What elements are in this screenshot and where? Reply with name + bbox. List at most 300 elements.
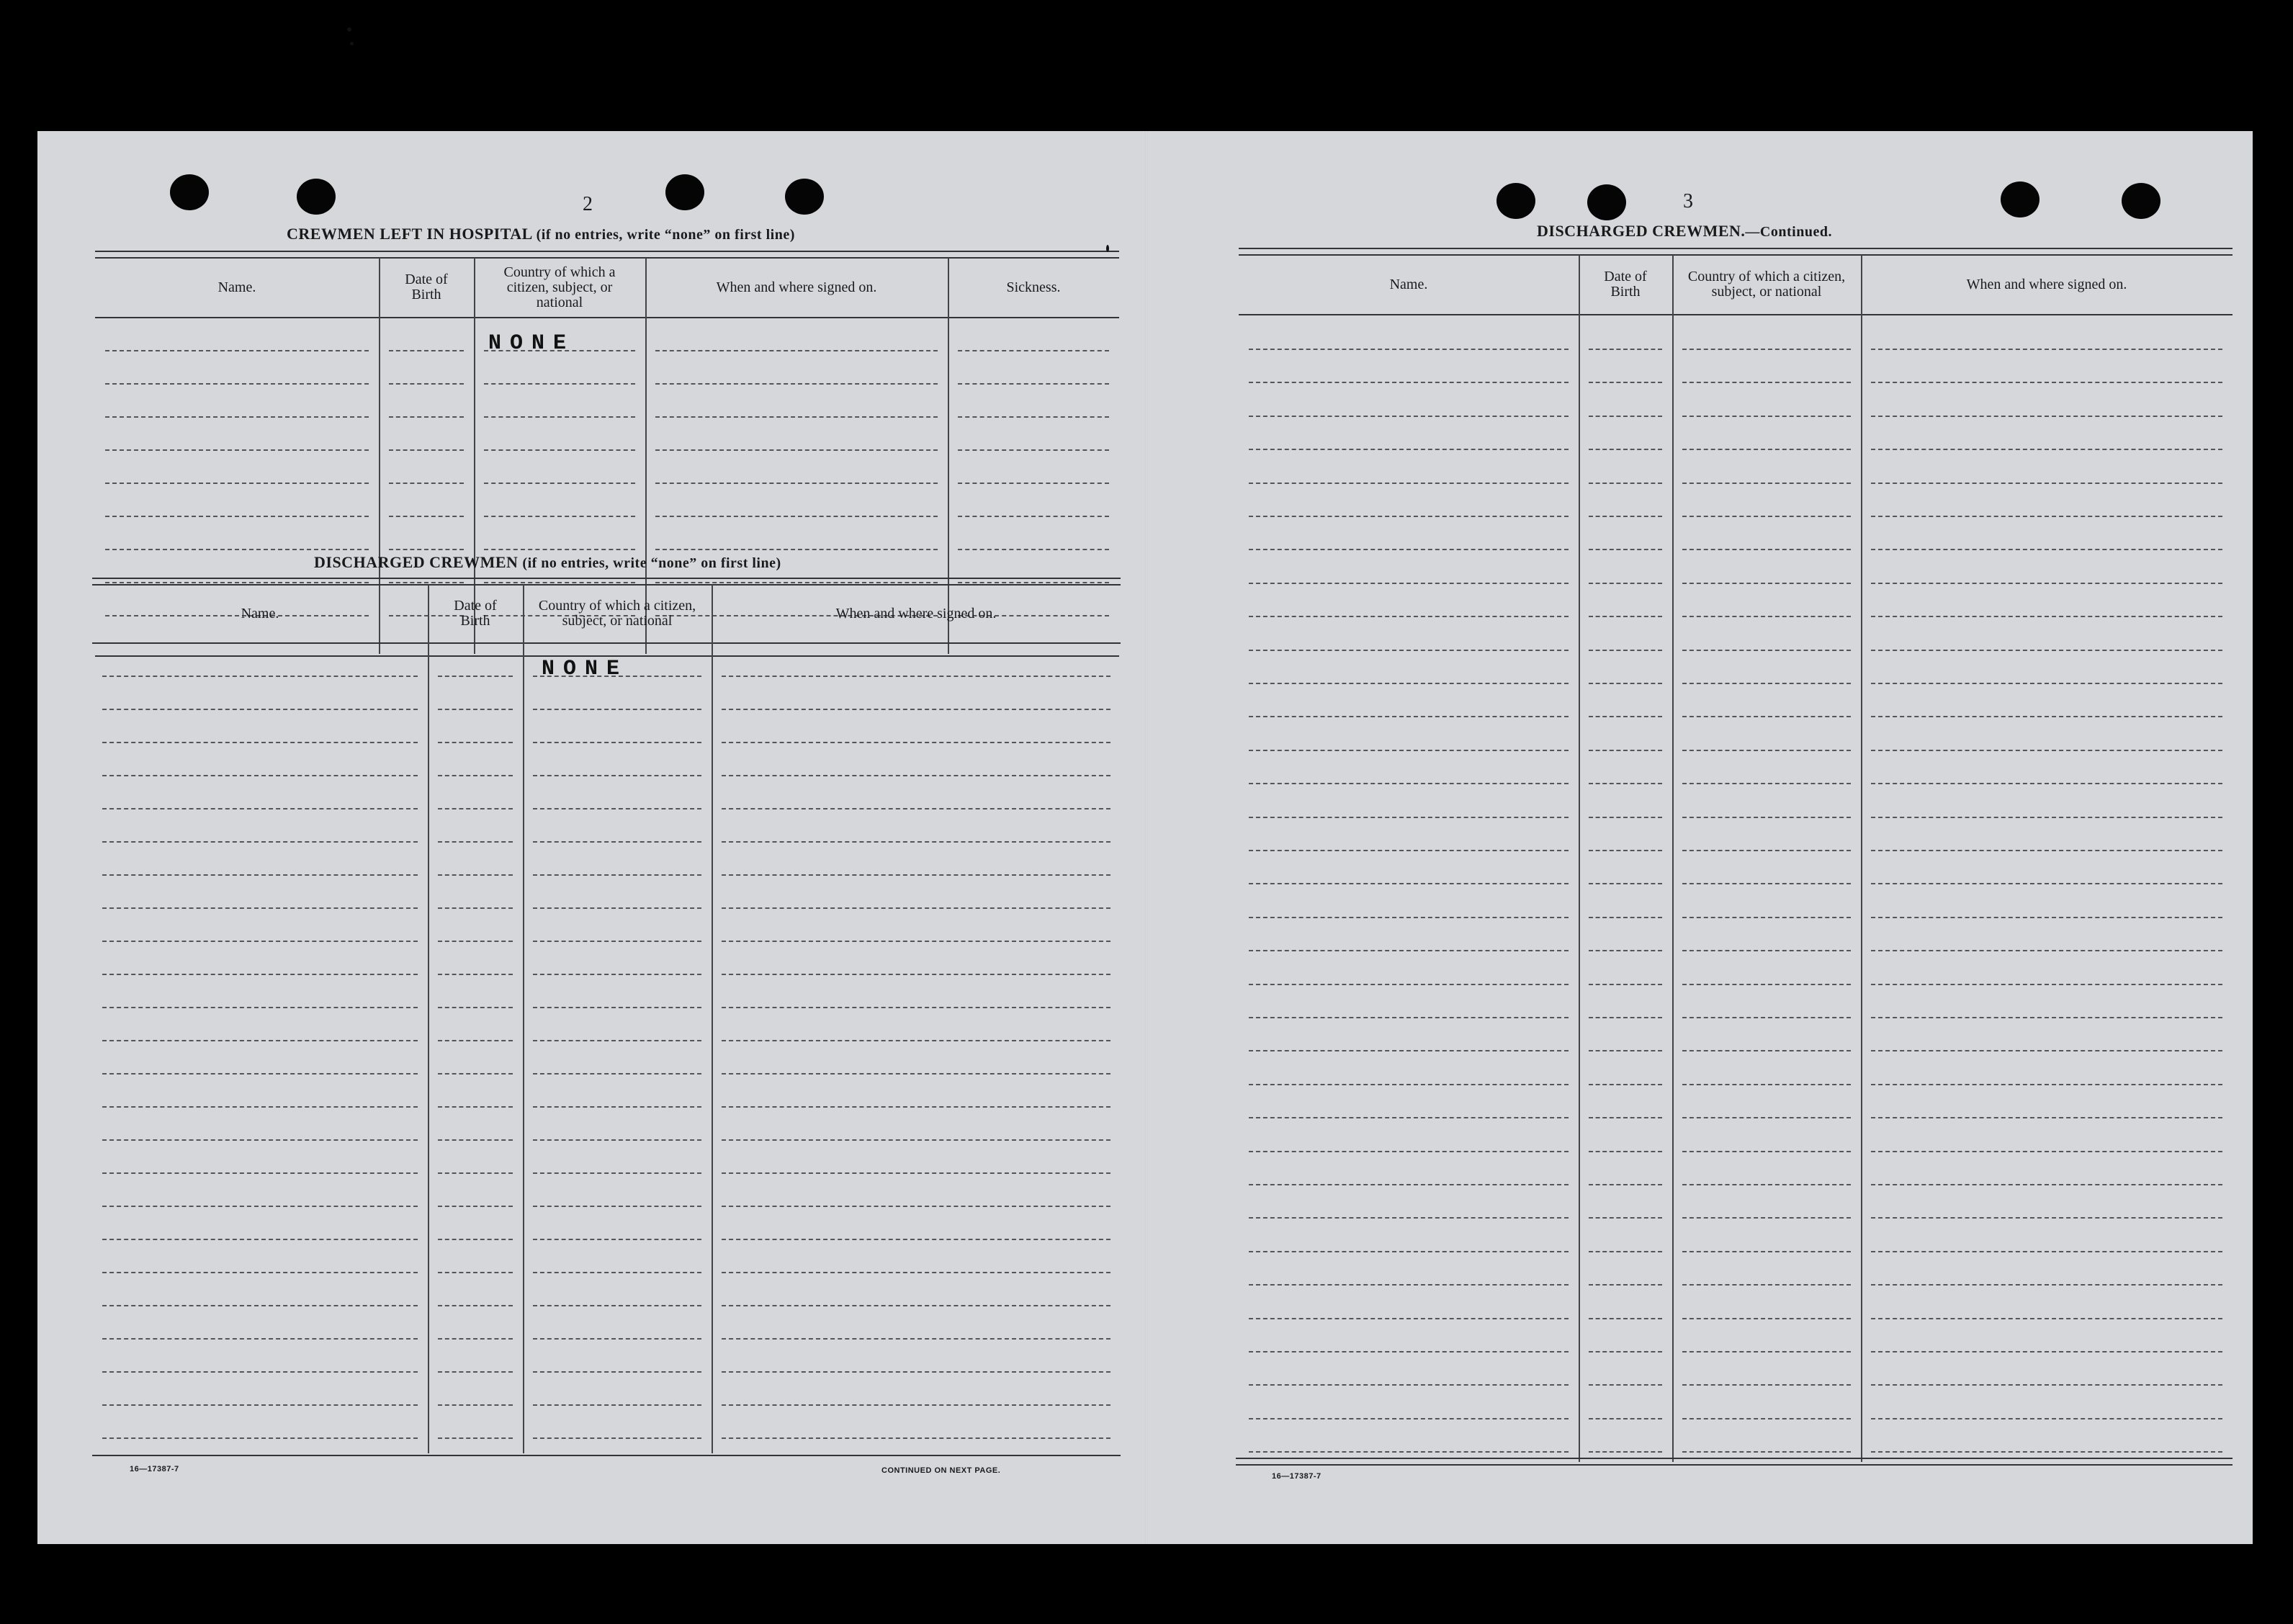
ruled-line: [438, 1040, 513, 1041]
ruled-line: [1682, 1084, 1851, 1085]
ruled-line: [1589, 1251, 1662, 1252]
hospital-none-entry: NONE: [488, 331, 575, 356]
ruled-line: [722, 974, 1110, 975]
ruled-line: [102, 1239, 418, 1240]
ruled-line: [1249, 1084, 1569, 1085]
ruled-line: [1871, 1284, 2222, 1286]
ruled-line: [438, 1371, 513, 1373]
ruled-line: [533, 1371, 701, 1373]
ruled-line: [722, 841, 1110, 843]
punch-hole: [2122, 183, 2160, 219]
ruled-line: [1589, 1418, 1662, 1419]
ruled-line: [102, 941, 418, 942]
ruled-line: [1871, 416, 2222, 417]
ruled-line: [655, 516, 938, 517]
ruled-line: [1249, 1251, 1569, 1252]
table-bottom-rule: [1236, 1458, 2233, 1466]
ruled-line: [1682, 616, 1851, 617]
ruled-line: [533, 1272, 701, 1273]
ruled-line: [1682, 416, 1851, 417]
ruled-line: [655, 350, 938, 351]
ruled-line: [722, 1305, 1110, 1306]
ruled-line: [958, 350, 1109, 351]
ruled-line: [389, 549, 464, 550]
column-divider: [523, 585, 524, 1453]
ruled-line: [1249, 850, 1569, 851]
ruled-line: [1589, 1384, 1662, 1386]
ruled-line: [1682, 750, 1851, 751]
ruled-line: [722, 1437, 1110, 1439]
ruled-line: [1589, 984, 1662, 985]
ruled-line: [1682, 516, 1851, 517]
ruled-line: [1249, 1184, 1569, 1185]
ruled-line: [389, 516, 464, 517]
form-number: 16—17387-7: [130, 1465, 179, 1473]
ruled-line: [1871, 917, 2222, 918]
ruled-line: [1589, 750, 1662, 751]
ruled-line: [1589, 783, 1662, 784]
ruled-line: [722, 941, 1110, 942]
ruled-line: [1871, 549, 2222, 550]
page-number: 3: [1683, 190, 1693, 212]
column-header-name: Name.: [1389, 276, 1428, 292]
ruled-line: [1589, 917, 1662, 918]
ruled-line: [1589, 716, 1662, 717]
ruled-line: [533, 907, 701, 909]
header-divider: [1239, 314, 2233, 315]
ruled-line: [438, 676, 513, 677]
ruled-line: [1682, 716, 1851, 717]
hospital-note: (if no entries, write “none” on first line): [536, 227, 795, 243]
ruled-line: [102, 775, 418, 776]
ruled-line: [1589, 516, 1662, 517]
ruled-line: [1682, 683, 1851, 684]
ruled-line: [1589, 1318, 1662, 1319]
ruled-line: [958, 383, 1109, 385]
ruled-line: [533, 808, 701, 809]
ruled-line: [1249, 883, 1569, 884]
column-header-sickness: Sickness.: [1006, 279, 1061, 295]
discharged-continued-table: [1239, 255, 2233, 1462]
ruled-line: [1589, 1151, 1662, 1152]
column-header-country: Country of which a citizen, subject, or national: [503, 264, 616, 310]
ruled-line: [438, 775, 513, 776]
ruled-line: [1249, 716, 1569, 717]
ruled-line: [1589, 416, 1662, 417]
ruled-line: [102, 808, 418, 809]
ruled-line: [1871, 883, 2222, 884]
ruled-line: [722, 1404, 1110, 1406]
ruled-line: [1871, 950, 2222, 951]
ruled-line: [1249, 382, 1569, 383]
ruled-line: [1249, 583, 1569, 584]
ruled-line: [1871, 650, 2222, 651]
ruled-line: [722, 775, 1110, 776]
ruled-line: [1589, 1217, 1662, 1219]
ruled-line: [102, 841, 418, 843]
punch-hole: [785, 179, 824, 215]
ruled-line: [533, 775, 701, 776]
ruled-line: [1871, 1451, 2222, 1453]
ruled-line: [1249, 1050, 1569, 1051]
ruled-line: [1682, 1017, 1851, 1018]
ruled-line: [1871, 1084, 2222, 1085]
discharged-section-title: [314, 553, 781, 572]
ruled-line: [438, 874, 513, 876]
ruled-line: [438, 1206, 513, 1207]
ruled-line: [438, 1106, 513, 1108]
ruled-line: [1249, 1418, 1569, 1419]
discharged-table: [92, 585, 1121, 1456]
continued-note: CONTINUED ON NEXT PAGE.: [881, 1466, 1001, 1475]
ruled-line: [105, 483, 369, 484]
ruled-line: [533, 1437, 701, 1439]
discharged-none-entry: NONE: [542, 657, 629, 681]
scan-speck: [347, 27, 351, 32]
ruled-line: [105, 449, 369, 451]
discharged-note: (if no entries, write “none” on first line): [522, 555, 781, 571]
ruled-line: [484, 449, 635, 451]
ruled-line: [1682, 984, 1851, 985]
column-header-date-of-birth: Date of Birth: [405, 272, 448, 302]
ruled-line: [533, 1040, 701, 1041]
ruled-line: [1682, 1151, 1851, 1152]
ruled-line: [1682, 549, 1851, 550]
ruled-line: [1682, 883, 1851, 884]
ruled-line: [438, 907, 513, 909]
ruled-line: [1589, 1117, 1662, 1118]
ruled-line: [533, 709, 701, 710]
ruled-line: [438, 808, 513, 809]
ruled-line: [1682, 850, 1851, 851]
ruled-line: [1589, 1284, 1662, 1286]
column-header-country: Country of which a citizen, subject, or national: [1687, 269, 1846, 300]
ruled-line: [102, 874, 418, 876]
discharged-continued-title: [1537, 222, 1832, 241]
ruled-line: [1682, 783, 1851, 784]
ruled-line: [1249, 449, 1569, 450]
ruled-line: [1682, 1251, 1851, 1252]
punch-hole: [2001, 181, 2040, 217]
ruled-line: [1249, 483, 1569, 484]
ruled-line: [1249, 1151, 1569, 1152]
ruled-line: [1871, 1151, 2222, 1152]
ruled-line: [1682, 382, 1851, 383]
ruled-line: [105, 383, 369, 385]
ruled-line: [438, 742, 513, 743]
column-header-name: Name.: [241, 605, 279, 622]
ruled-line: [958, 483, 1109, 484]
left-page: [37, 131, 1145, 1544]
ruled-line: [484, 483, 635, 484]
ruled-line: [1682, 1418, 1851, 1419]
ruled-line: [722, 907, 1110, 909]
ruled-line: [1249, 950, 1569, 951]
hospital-section-title: [287, 225, 795, 243]
ruled-line: [102, 742, 418, 743]
ruled-line: [1871, 1217, 2222, 1219]
ruled-line: [1249, 650, 1569, 651]
ruled-line: [1249, 750, 1569, 751]
hospital-title-text: CREWMEN LEFT IN HOSPITAL: [287, 225, 532, 243]
column-divider: [712, 585, 713, 1453]
ruled-line: [438, 1404, 513, 1406]
ruled-line: [1682, 349, 1851, 350]
ruled-line: [1249, 1384, 1569, 1386]
scan-speck: [350, 42, 354, 45]
ruled-line: [389, 449, 464, 451]
ruled-line: [722, 1106, 1110, 1108]
ruled-line: [1871, 1351, 2222, 1352]
ruled-line: [102, 676, 418, 677]
ruled-line: [722, 1172, 1110, 1174]
column-divider: [428, 585, 429, 1453]
ruled-line: [1249, 683, 1569, 684]
ruled-line: [102, 1206, 418, 1207]
ruled-line: [484, 383, 635, 385]
column-header-date-of-birth: Date of Birth: [1604, 269, 1647, 300]
punch-hole: [1587, 184, 1626, 220]
ruled-line: [1589, 1084, 1662, 1085]
ruled-line: [533, 1239, 701, 1240]
ruled-line: [1871, 850, 2222, 851]
ruled-line: [389, 350, 464, 351]
ruled-line: [1682, 917, 1851, 918]
ruled-line: [484, 516, 635, 517]
ruled-line: [1871, 1050, 2222, 1051]
ruled-line: [1871, 583, 2222, 584]
page-number: 2: [583, 193, 593, 215]
ruled-line: [1249, 1318, 1569, 1319]
ruled-line: [1682, 1284, 1851, 1286]
ruled-line: [1871, 516, 2222, 517]
ruled-line: [1682, 1384, 1851, 1386]
ruled-line: [722, 808, 1110, 809]
ruled-line: [102, 1305, 418, 1306]
ruled-line: [722, 1139, 1110, 1141]
ruled-line: [438, 1305, 513, 1306]
right-page: [1145, 131, 2253, 1544]
ruled-line: [533, 841, 701, 843]
ruled-line: [1682, 1050, 1851, 1051]
discharged-continued-text: DISCHARGED CREWMEN.: [1537, 222, 1746, 240]
ruled-line: [438, 1073, 513, 1075]
ruled-line: [1871, 750, 2222, 751]
ruled-line: [1589, 850, 1662, 851]
ruled-line: [102, 1404, 418, 1406]
ruled-line: [1682, 1351, 1851, 1352]
ruled-line: [484, 416, 635, 418]
ruled-line: [102, 907, 418, 909]
ruled-line: [105, 549, 369, 550]
ruled-line: [1682, 483, 1851, 484]
header-divider: [95, 317, 1119, 318]
ruled-line: [1871, 783, 2222, 784]
ruled-line: [1682, 1217, 1851, 1219]
ruled-line: [722, 1239, 1110, 1240]
ruled-line: [655, 383, 938, 385]
ruled-line: [655, 416, 938, 418]
ruled-line: [533, 874, 701, 876]
ruled-line: [105, 416, 369, 418]
ruled-line: [1682, 1117, 1851, 1118]
ruled-line: [533, 1404, 701, 1406]
ruled-line: [102, 709, 418, 710]
ruled-line: [1871, 1384, 2222, 1386]
ruled-line: [1589, 650, 1662, 651]
ruled-line: [958, 549, 1109, 550]
ruled-line: [722, 709, 1110, 710]
ruled-line: [102, 1106, 418, 1108]
table-bottom-rule: [92, 1455, 1121, 1456]
ruled-line: [1589, 616, 1662, 617]
ruled-line: [1589, 449, 1662, 450]
ruled-line: [102, 974, 418, 975]
ruled-line: [1589, 1184, 1662, 1185]
ruled-line: [1589, 1351, 1662, 1352]
ruled-line: [484, 549, 635, 550]
punch-hole: [1496, 183, 1535, 219]
ruled-line: [438, 974, 513, 975]
ruled-line: [533, 1305, 701, 1306]
ruled-line: [1871, 382, 2222, 383]
ruled-line: [722, 1206, 1110, 1207]
ruled-line: [1871, 817, 2222, 818]
ruled-line: [1249, 1217, 1569, 1219]
ruled-line: [1249, 1117, 1569, 1118]
ruled-line: [389, 383, 464, 385]
ruled-line: [722, 874, 1110, 876]
ruled-line: [1682, 1184, 1851, 1185]
ruled-line: [1682, 817, 1851, 818]
form-number: 16—17387-7: [1272, 1472, 1321, 1481]
column-divider: [1672, 255, 1674, 1462]
ruled-line: [1682, 650, 1851, 651]
ruled-line: [1249, 616, 1569, 617]
ruled-line: [533, 1007, 701, 1008]
ruled-line: [1249, 549, 1569, 550]
ruled-line: [655, 483, 938, 484]
ruled-line: [438, 1239, 513, 1240]
column-header-name: Name.: [217, 279, 256, 295]
header-divider: [92, 642, 1121, 644]
ruled-line: [1871, 1418, 2222, 1419]
ruled-line: [533, 1139, 701, 1141]
ruled-line: [722, 1073, 1110, 1075]
ruled-line: [1249, 516, 1569, 517]
ruled-line: [1249, 1451, 1569, 1453]
ruled-line: [722, 1338, 1110, 1340]
ruled-line: [102, 1371, 418, 1373]
ruled-line: [1589, 1017, 1662, 1018]
ruled-line: [102, 1073, 418, 1075]
ruled-line: [1589, 349, 1662, 350]
ruled-line: [958, 416, 1109, 418]
ruled-line: [1871, 449, 2222, 450]
column-divider: [1579, 255, 1580, 1462]
ruled-line: [438, 1007, 513, 1008]
ruled-line: [1249, 917, 1569, 918]
ruled-line: [102, 1139, 418, 1141]
ruled-line: [1249, 817, 1569, 818]
ruled-line: [1249, 984, 1569, 985]
ruled-line: [1871, 483, 2222, 484]
ruled-line: [1249, 783, 1569, 784]
ruled-line: [1249, 416, 1569, 417]
ruled-line: [655, 549, 938, 550]
ruled-line: [1249, 1351, 1569, 1352]
ruled-line: [102, 1172, 418, 1174]
ruled-line: [102, 1040, 418, 1041]
ruled-line: [105, 350, 369, 351]
column-header-date-of-birth: Date of Birth: [454, 598, 497, 629]
punch-hole: [170, 174, 209, 210]
scan-speck: [1106, 245, 1109, 252]
ruled-line: [389, 483, 464, 484]
ruled-line: [105, 516, 369, 517]
punch-hole: [297, 179, 336, 215]
ruled-line: [102, 1272, 418, 1273]
ruled-line: [1871, 716, 2222, 717]
column-divider: [1861, 255, 1862, 1462]
ruled-line: [438, 1338, 513, 1340]
ruled-line: [1871, 616, 2222, 617]
ruled-line: [1589, 950, 1662, 951]
ruled-line: [438, 941, 513, 942]
ruled-line: [1589, 549, 1662, 550]
ruled-line: [1682, 1451, 1851, 1453]
ruled-line: [533, 941, 701, 942]
ruled-line: [722, 1272, 1110, 1273]
ruled-line: [1589, 1451, 1662, 1453]
ruled-line: [1871, 1318, 2222, 1319]
ruled-line: [533, 1106, 701, 1108]
discharged-title-text: DISCHARGED CREWMEN: [314, 553, 519, 571]
ruled-line: [533, 1172, 701, 1174]
ruled-line: [438, 1172, 513, 1174]
ruled-line: [655, 449, 938, 451]
ruled-line: [1589, 883, 1662, 884]
ruled-line: [1682, 449, 1851, 450]
ruled-line: [102, 1007, 418, 1008]
ruled-line: [958, 449, 1109, 451]
ruled-line: [1589, 583, 1662, 584]
ruled-line: [438, 1437, 513, 1439]
ruled-line: [722, 1371, 1110, 1373]
ruled-line: [533, 742, 701, 743]
ruled-line: [1871, 1017, 2222, 1018]
column-header-signed-on: When and where signed on.: [835, 605, 997, 622]
ruled-line: [1871, 683, 2222, 684]
ruled-line: [1249, 1017, 1569, 1018]
ruled-line: [1682, 583, 1851, 584]
ruled-line: [389, 416, 464, 418]
ruled-line: [1589, 817, 1662, 818]
ruled-line: [533, 974, 701, 975]
ruled-line: [1682, 950, 1851, 951]
ruled-line: [438, 841, 513, 843]
document-sheet: [37, 131, 2253, 1544]
ruled-line: [1249, 1284, 1569, 1286]
ruled-line: [1871, 1251, 2222, 1252]
ruled-line: [1589, 1050, 1662, 1051]
ruled-line: [533, 1206, 701, 1207]
ruled-line: [1589, 483, 1662, 484]
ruled-line: [533, 1338, 701, 1340]
column-header-signed-on: When and where signed on.: [1966, 276, 2127, 292]
ruled-line: [1249, 349, 1569, 350]
ruled-line: [102, 1437, 418, 1439]
